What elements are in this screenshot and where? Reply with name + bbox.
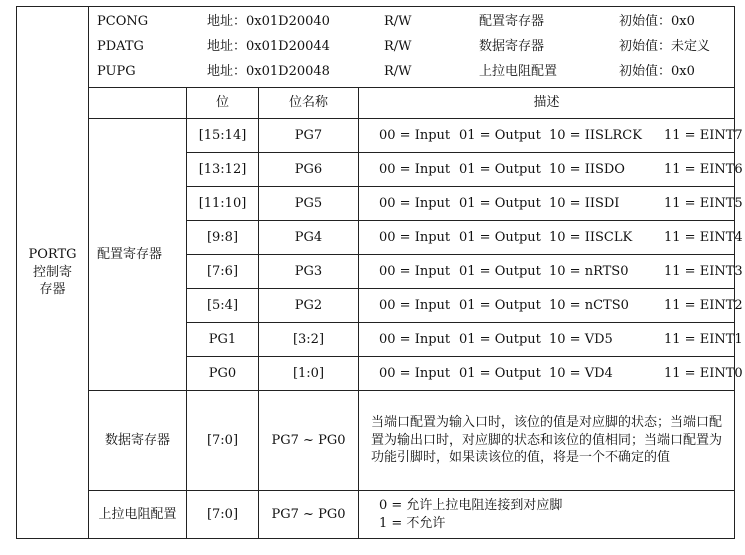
portg-label-line2: 控制寄	[32, 264, 72, 280]
bit-name: PG5	[259, 187, 359, 221]
bit-range: [11:10]	[187, 187, 259, 221]
bit-range: [5:4]	[187, 289, 259, 323]
option-eint: 11 = EINT7	[664, 127, 743, 143]
register-access: R/W	[384, 39, 412, 55]
option-output: 01 = Output	[459, 263, 541, 279]
pullup-register-label: 上拉电阻配置	[89, 491, 187, 539]
bit-range: [9:8]	[187, 221, 259, 255]
option-output: 01 = Output	[459, 127, 541, 143]
config-description	[359, 255, 743, 289]
register-initial-value: 初始值：未定义	[619, 39, 711, 55]
register-address: 地址：0x01D20048	[207, 64, 330, 80]
option-function: 10 = nCTS0	[549, 297, 629, 313]
option-eint: 11 = EINT2	[664, 297, 743, 313]
config-description	[359, 153, 743, 187]
option-input: 00 = Input	[379, 195, 451, 211]
option-eint: 11 = EINT6	[664, 161, 743, 177]
option-function: 10 = IISDI	[549, 195, 620, 211]
bit-name: PG4	[259, 221, 359, 255]
option-input: 00 = Input	[379, 331, 451, 347]
config-description	[359, 119, 743, 153]
bit-name: PG2	[259, 289, 359, 323]
summary-row-pdatg	[89, 35, 734, 60]
option-function: 10 = IISLRCK	[549, 127, 642, 143]
data-register-bits: [7:0]	[187, 391, 259, 491]
register-description: 数据寄存器	[479, 39, 545, 55]
register-address: 地址：0x01D20044	[207, 39, 330, 55]
bit-range: PG0	[187, 357, 259, 391]
option-output: 01 = Output	[459, 297, 541, 313]
register-access: R/W	[384, 14, 412, 30]
option-output: 01 = Output	[459, 161, 541, 177]
pullup-register-bits: [7:0]	[187, 491, 259, 539]
config-description	[359, 357, 743, 391]
option-eint: 11 = EINT5	[664, 195, 743, 211]
data-register-description: 当端口配置为输入口时，该位的值是对应脚的状态；当端口配置为输出口时，对应脚的状态和该位的值相同；当端口配置为功能引脚时，如果读该位的值，将是一个不确定的值	[359, 391, 735, 491]
option-input: 00 = Input	[379, 263, 451, 279]
bit-range: PG1	[187, 323, 259, 357]
bit-range: [7:6]	[187, 255, 259, 289]
data-register-row	[17, 391, 735, 491]
register-initial-value: 初始值：0x0	[619, 64, 695, 80]
register-access: R/W	[384, 64, 412, 80]
pullup-register-bitname: PG7 ~ PG0	[259, 491, 359, 539]
config-description	[359, 323, 743, 357]
data-register-label: 数据寄存器	[89, 391, 187, 491]
option-eint: 11 = EINT4	[664, 229, 743, 245]
header-description: 描述	[359, 88, 735, 119]
header-empty-cell	[89, 88, 187, 119]
data-register-bitname: PG7 ~ PG0	[259, 391, 359, 491]
register-initial-value: 初始值：0x0	[619, 14, 695, 30]
config-description	[359, 289, 743, 323]
option-output: 01 = Output	[459, 195, 541, 211]
option-output: 01 = Output	[459, 331, 541, 347]
table-header-row	[17, 88, 735, 119]
register-address: 地址：0x01D20040	[207, 14, 330, 30]
bit-name: [3:2]	[259, 323, 359, 357]
bit-name: PG7	[259, 119, 359, 153]
portg-label-line1: PORTG	[28, 247, 77, 263]
register-name: PDATG	[97, 39, 144, 55]
option-eint: 11 = EINT3	[664, 263, 743, 279]
option-input: 00 = Input	[379, 127, 451, 143]
portg-register-table	[16, 6, 743, 539]
option-eint: 11 = EINT0	[664, 365, 743, 381]
bit-name: PG6	[259, 153, 359, 187]
option-output: 01 = Output	[459, 229, 541, 245]
bit-range: [13:12]	[187, 153, 259, 187]
option-function: 10 = nRTS0	[549, 263, 629, 279]
portg-label-line3: 存器	[39, 282, 66, 298]
bit-range: [15:14]	[187, 119, 259, 153]
pullup-register-row	[17, 491, 735, 539]
bit-name: PG3	[259, 255, 359, 289]
register-description: 配置寄存器	[479, 14, 545, 30]
option-input: 00 = Input	[379, 297, 451, 313]
portg-control-register-label	[17, 7, 89, 539]
pullup-enable-text: 0 = 允许上拉电阻连接到对应脚	[379, 497, 563, 513]
summary-row-pcong	[89, 10, 734, 35]
config-description	[359, 221, 743, 255]
register-name: PUPG	[97, 64, 136, 80]
table-row	[17, 119, 735, 153]
config-description	[359, 187, 743, 221]
option-function: 10 = VD5	[549, 331, 613, 347]
option-eint: 11 = EINT1	[664, 331, 743, 347]
header-bit: 位	[187, 88, 259, 119]
option-function: 10 = IISCLK	[549, 229, 633, 245]
option-input: 00 = Input	[379, 365, 451, 381]
register-description: 上拉电阻配置	[479, 64, 558, 80]
bit-name: [1:0]	[259, 357, 359, 391]
option-input: 00 = Input	[379, 229, 451, 245]
option-function: 10 = IISDO	[549, 161, 625, 177]
pullup-disable-text: 1 = 不允许	[379, 515, 446, 531]
option-output: 01 = Output	[459, 365, 541, 381]
register-name: PCONG	[97, 14, 149, 30]
option-input: 00 = Input	[379, 161, 451, 177]
option-function: 10 = VD4	[549, 365, 613, 381]
register-summary-block	[89, 7, 735, 88]
config-register-label: 配置寄存器	[89, 119, 187, 391]
header-bitname: 位名称	[259, 88, 359, 119]
pullup-register-description	[359, 491, 735, 539]
summary-row-pupg	[89, 60, 734, 85]
